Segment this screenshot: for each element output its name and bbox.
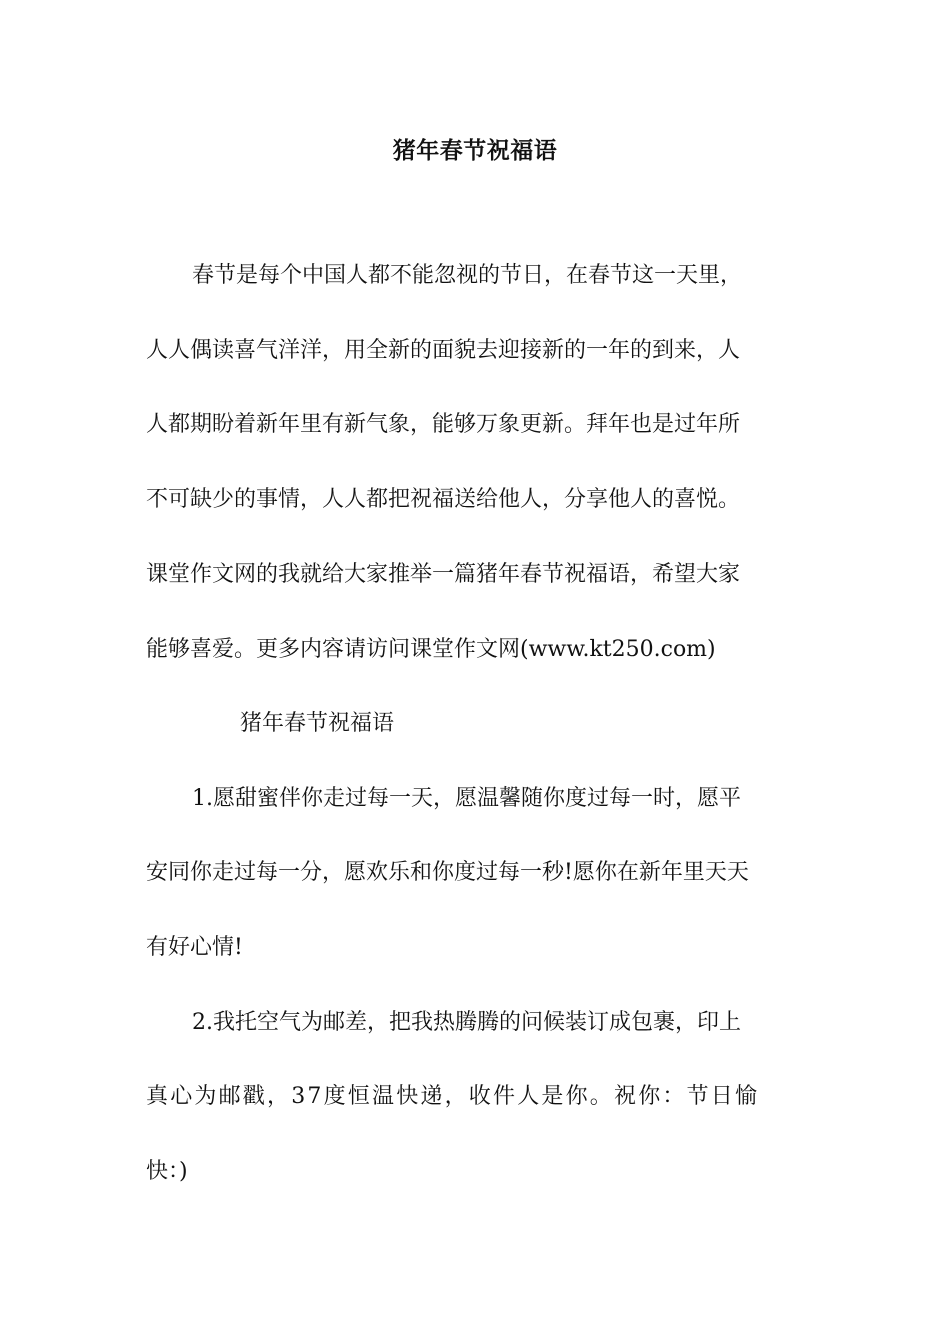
item-2-line-2: 真心为邮戳，37度恒温快递，收件人是你。祝你：节日愉 [146, 1084, 760, 1109]
intro-line-5: 课堂作文网的我就给大家推举一篇猪年春节祝福语，希望大家 [146, 562, 741, 587]
intro-line-6: 能够喜爱。更多内容请访问课堂作文网(www.kt250.com) [146, 637, 716, 662]
item-1-line-3: 有好心情! [146, 935, 243, 960]
intro-line-4: 不可缺少的事情，人人都把祝福送给他人，分享他人的喜悦。 [146, 487, 741, 512]
section-subtitle: 猪年春节祝福语 [240, 711, 395, 736]
item-1-line-1: 1.愿甜蜜伴你走过每一天，愿温馨随你度过每一时，愿平 [192, 786, 741, 811]
document-title: 猪年春节祝福语 [392, 137, 558, 164]
intro-line-2: 人人偶读喜气洋洋，用全新的面貌去迎接新的一年的到来，人 [146, 338, 741, 363]
intro-line-1: 春节是每个中国人都不能忽视的节日，在春节这一天里， [192, 263, 743, 288]
intro-line-3: 人都期盼着新年里有新气象，能够万象更新。拜年也是过年所 [146, 412, 741, 437]
item-2-line-3: 快：) [146, 1159, 188, 1184]
item-2-line-1: 2.我托空气为邮差，把我热腾腾的问候装订成包裹，印上 [192, 1010, 741, 1035]
item-1-line-2: 安同你走过每一分，愿欢乐和你度过每一秒!愿你在新年里天天 [146, 860, 749, 885]
